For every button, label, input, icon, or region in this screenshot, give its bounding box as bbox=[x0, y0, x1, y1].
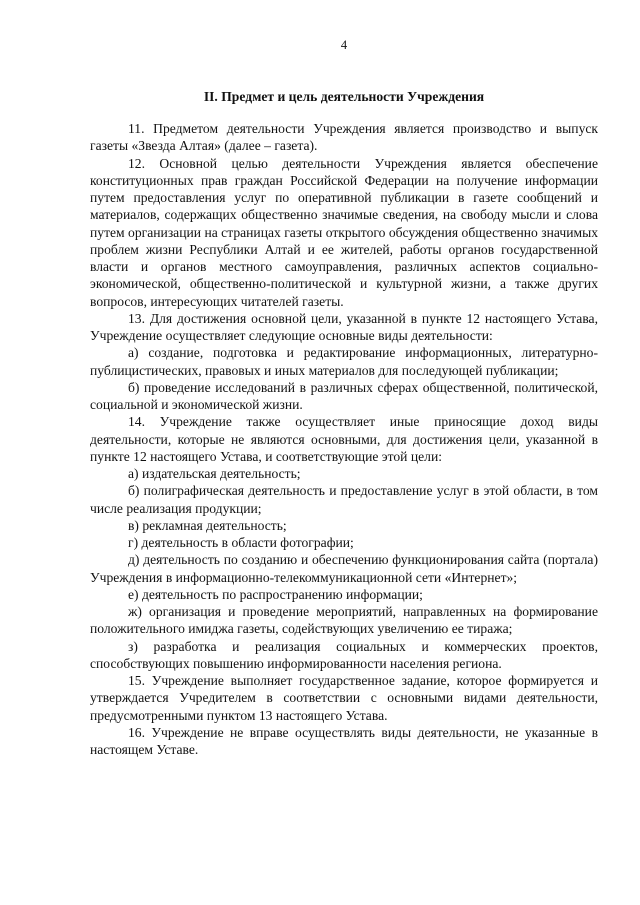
list-item-13a: а) создание, подготовка и редактирование информационных, литературно-публицистических, правовых и иных материалов для последующей публикации; bbox=[90, 345, 598, 378]
list-item-14b: б) полиграфическая деятельность и предоставление услуг в этой области, в том числе реализация продукции; bbox=[90, 483, 598, 516]
list-item-14e: д) деятельность по созданию и обеспечению функционирования сайта (портала) Учреждения в информационно-телекоммуникационной сети «Интернет»; bbox=[90, 552, 598, 585]
paragraph-15: 15. Учреждение выполняет государственное задание, которое формируется и утверждается Учредителем в соответствии с основными видами деятельности, предусмотренными пунктом 13 настоящего Устава. bbox=[90, 673, 598, 723]
paragraph-16: 16. Учреждение не вправе осуществлять виды деятельности, не указанные в настоящем Уставе. bbox=[90, 724, 598, 757]
list-item-14c: в) рекламная деятельность; bbox=[128, 517, 287, 533]
list-item-14d: г) деятельность в области фотографии; bbox=[128, 535, 354, 550]
list-item-14a: а) издательская деятельность; bbox=[128, 466, 301, 481]
list-item-13b: б) проведение исследований в различных сферах общественной, политической, социальной и экономической жизни. bbox=[90, 379, 598, 412]
list-item-14f: е) деятельность по распространению информации; bbox=[128, 586, 423, 602]
paragraph-14: 14. Учреждение также осуществляет иные приносящие доход виды деятельности, которые не являются основными, для достижения цели, указанной в пункте 12 настоящего Устава, и соответствующие этой цели: bbox=[90, 414, 598, 464]
list-item-14h: з) разработка и реализация социальных и коммерческих проектов, способствующих повышению информированности населения региона. bbox=[90, 638, 598, 671]
paragraph-13: 13. Для достижения основной цели, указанной в пункте 12 настоящего Устава, Учреждение осуществляет следующие основные виды деятельности: bbox=[90, 310, 598, 343]
section-body bbox=[90, 120, 598, 758]
section-heading: II. Предмет и цель деятельности Учреждения bbox=[203, 89, 485, 104]
page-number: 4 bbox=[340, 38, 348, 52]
list-item-14g: ж) организация и проведение мероприятий, направленных на формирование положительного имиджа газеты, содействующих увеличению ее тиража; bbox=[90, 604, 598, 637]
paragraph-11: 11. Предметом деятельности Учреждения является производство и выпуск газеты «Звезда Алтая» (далее – газета). bbox=[90, 121, 598, 154]
paragraph-12: 12. Основной целью деятельности Учреждения является обеспечение конституционных прав граждан Российской Федерации на получение информации путем предоставления услуг по оперативной публикации в газете сообщений и материалов, содержащих общественно значимые сведения, на свободу мысли и слова путем организации на страницах газеты открытого обсуждения общественно значимых проблем жизни Республики Алтай и ее жителей, работы органов государственной власти и органов местного самоуправления, различных аспектов социально-экономической, общественно-политической и культурной жизни, а также других вопросов, интересующих читателей газеты. bbox=[90, 155, 598, 309]
